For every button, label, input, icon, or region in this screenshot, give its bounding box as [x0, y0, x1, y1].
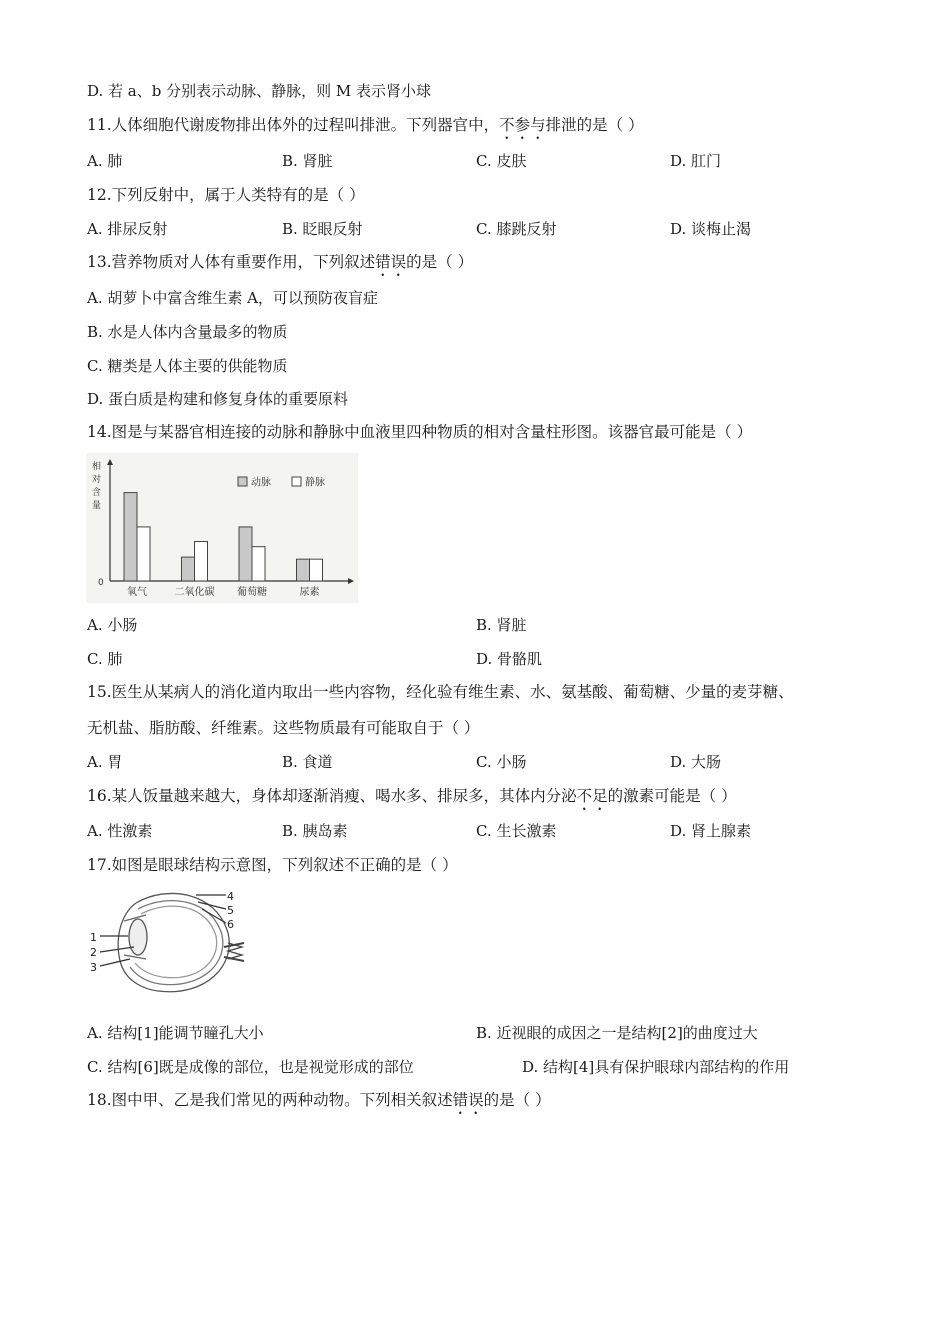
q17-option-b: B. 近视眼的成因之一是结构[2]的曲度过大 [476, 1024, 758, 1042]
q17-option-c: C. 结构[6]既是成像的部位，也是视觉形成的部位 [87, 1058, 414, 1076]
q13-option-c: C. 糖类是人体主要的供能物质 [87, 357, 288, 375]
y-axis-label-char: 含 [92, 488, 102, 498]
q13-stem-emphasis: 错误 [375, 253, 407, 271]
q18-stem-emphasis: 错误 [452, 1091, 484, 1109]
legend-swatch-1 [292, 477, 301, 486]
q11-stem-emphasis: 不参与 [499, 116, 546, 134]
bar-vein-3 [310, 559, 323, 581]
x-tick-label: 葡萄糖 [237, 587, 267, 598]
q14-option-a: A. 小肠 [87, 616, 138, 634]
bar-artery-2 [239, 527, 252, 581]
q10-option-d: D. 若 a、b 分别表示动脉、静脉，则 M 表示肾小球 [87, 82, 432, 100]
q15-option-c: C. 小肠 [476, 753, 527, 771]
q12-option-c: C. 膝跳反射 [476, 220, 557, 238]
q11-option-c: C. 皮肤 [476, 152, 527, 170]
x-tick-label: 氧气 [127, 587, 147, 598]
legend-label-0: 动脉 [251, 477, 271, 489]
bar-chart [86, 453, 358, 603]
q13-option-d: D. 蛋白质是构建和修复身体的重要原料 [87, 390, 349, 408]
y-origin-label: 0 [98, 578, 104, 588]
q16-option-b: B. 胰岛素 [282, 822, 348, 840]
q13-stem-pre: 13.营养物质对人体有重要作用，下列叙述 [87, 253, 376, 271]
bar-vein-1 [195, 541, 208, 581]
q11-option-a: A. 肺 [87, 152, 123, 170]
q18-stem-pre: 18.图中甲、乙是我们常见的两种动物。下列相关叙述 [87, 1091, 453, 1109]
optic-nerve-shape [224, 943, 244, 961]
q12-stem: 12.下列反射中，属于人类特有的是（ ） [87, 186, 365, 204]
q16-stem-post: 的激素可能是（ ） [607, 787, 737, 805]
q18-stem [87, 1090, 551, 1118]
bar-artery-0 [124, 493, 137, 581]
q15-option-d: D. 大肠 [670, 753, 722, 771]
q15-stem-line2: 无机盐、脂肪酸、纤维素。这些物质最有可能取自于（ ） [87, 719, 480, 737]
q18-stem-post: 的是（ ） [483, 1091, 551, 1109]
lens-shape [129, 919, 147, 955]
eye-label-1: 1 [90, 931, 97, 944]
q11-option-b: B. 肾脏 [282, 152, 333, 170]
q16-option-d: D. 肾上腺素 [670, 822, 752, 840]
q14-option-b: B. 肾脏 [476, 616, 527, 634]
x-tick-label: 尿素 [299, 587, 320, 598]
q17-option-d: D. 结构[4]具有保护眼球内部结构的作用 [522, 1058, 790, 1076]
q14-option-c: C. 肺 [87, 650, 123, 668]
q16-option-a: A. 性激素 [87, 822, 153, 840]
eye-label-6: 6 [227, 918, 234, 931]
q14-stem: 14.图是与某器官相连接的动脉和静脉中血液里四种物质的相对含量柱形图。该器官最可能是（ ） [87, 423, 753, 441]
q11-stem-pre: 11.人体细胞代谢废物排出体外的过程叫排泄。下列器官中， [87, 116, 500, 134]
q14-option-d: D. 骨骼肌 [476, 650, 543, 668]
eye-label-5: 5 [227, 904, 234, 917]
legend-label-1: 静脉 [305, 477, 325, 489]
q13-stem [87, 252, 473, 280]
bar-artery-3 [297, 559, 310, 581]
q11-stem-post: 排泄的是（ ） [545, 116, 644, 134]
q15-stem-line1: 15.医生从某病人的消化道内取出一些内容物，经化验有维生素、水、氨基酸、葡萄糖、少量的麦芽糖、 [87, 683, 794, 701]
q15-option-b: B. 食道 [282, 753, 333, 771]
q13-stem-post: 的是（ ） [406, 253, 474, 271]
q11-stem [87, 115, 644, 143]
q16-option-c: C. 生长激素 [476, 822, 557, 840]
bar-artery-1 [182, 557, 195, 581]
q13-option-b: B. 水是人体内含量最多的物质 [87, 323, 288, 341]
q17-stem: 17.如图是眼球结构示意图，下列叙述不正确的是（ ） [87, 856, 458, 874]
legend-swatch-0 [238, 477, 247, 486]
q15-option-a: A. 胃 [87, 753, 123, 771]
eyeball-diagram [86, 885, 246, 1003]
eye-label-2: 2 [90, 946, 97, 959]
bar-vein-2 [252, 547, 265, 581]
q11-option-d: D. 肛门 [670, 152, 722, 170]
q16-stem-emphasis: 不足 [576, 787, 608, 805]
q12-option-d: D. 谈梅止渴 [670, 220, 752, 238]
q12-option-a: A. 排尿反射 [87, 220, 168, 238]
q16-stem [87, 786, 737, 814]
x-tick-label: 二氧化碳 [174, 587, 215, 598]
q16-stem-pre: 16.某人饭量越来越大，身体却逐渐消瘦、喝水多、排尿多，其体内分泌 [87, 787, 577, 805]
eye-label-3: 3 [90, 961, 97, 974]
eye-label-4: 4 [227, 890, 234, 903]
q17-option-a: A. 结构[1]能调节瞳孔大小 [87, 1024, 264, 1042]
bar-vein-0 [137, 527, 150, 581]
y-axis-label-char: 对 [92, 475, 102, 485]
q13-option-a: A. 胡萝卜中富含维生素 A，可以预防夜盲症 [87, 289, 378, 307]
q12-option-b: B. 眨眼反射 [282, 220, 363, 238]
y-axis-label-char: 量 [92, 501, 102, 511]
y-axis-label-char: 相 [92, 462, 102, 472]
